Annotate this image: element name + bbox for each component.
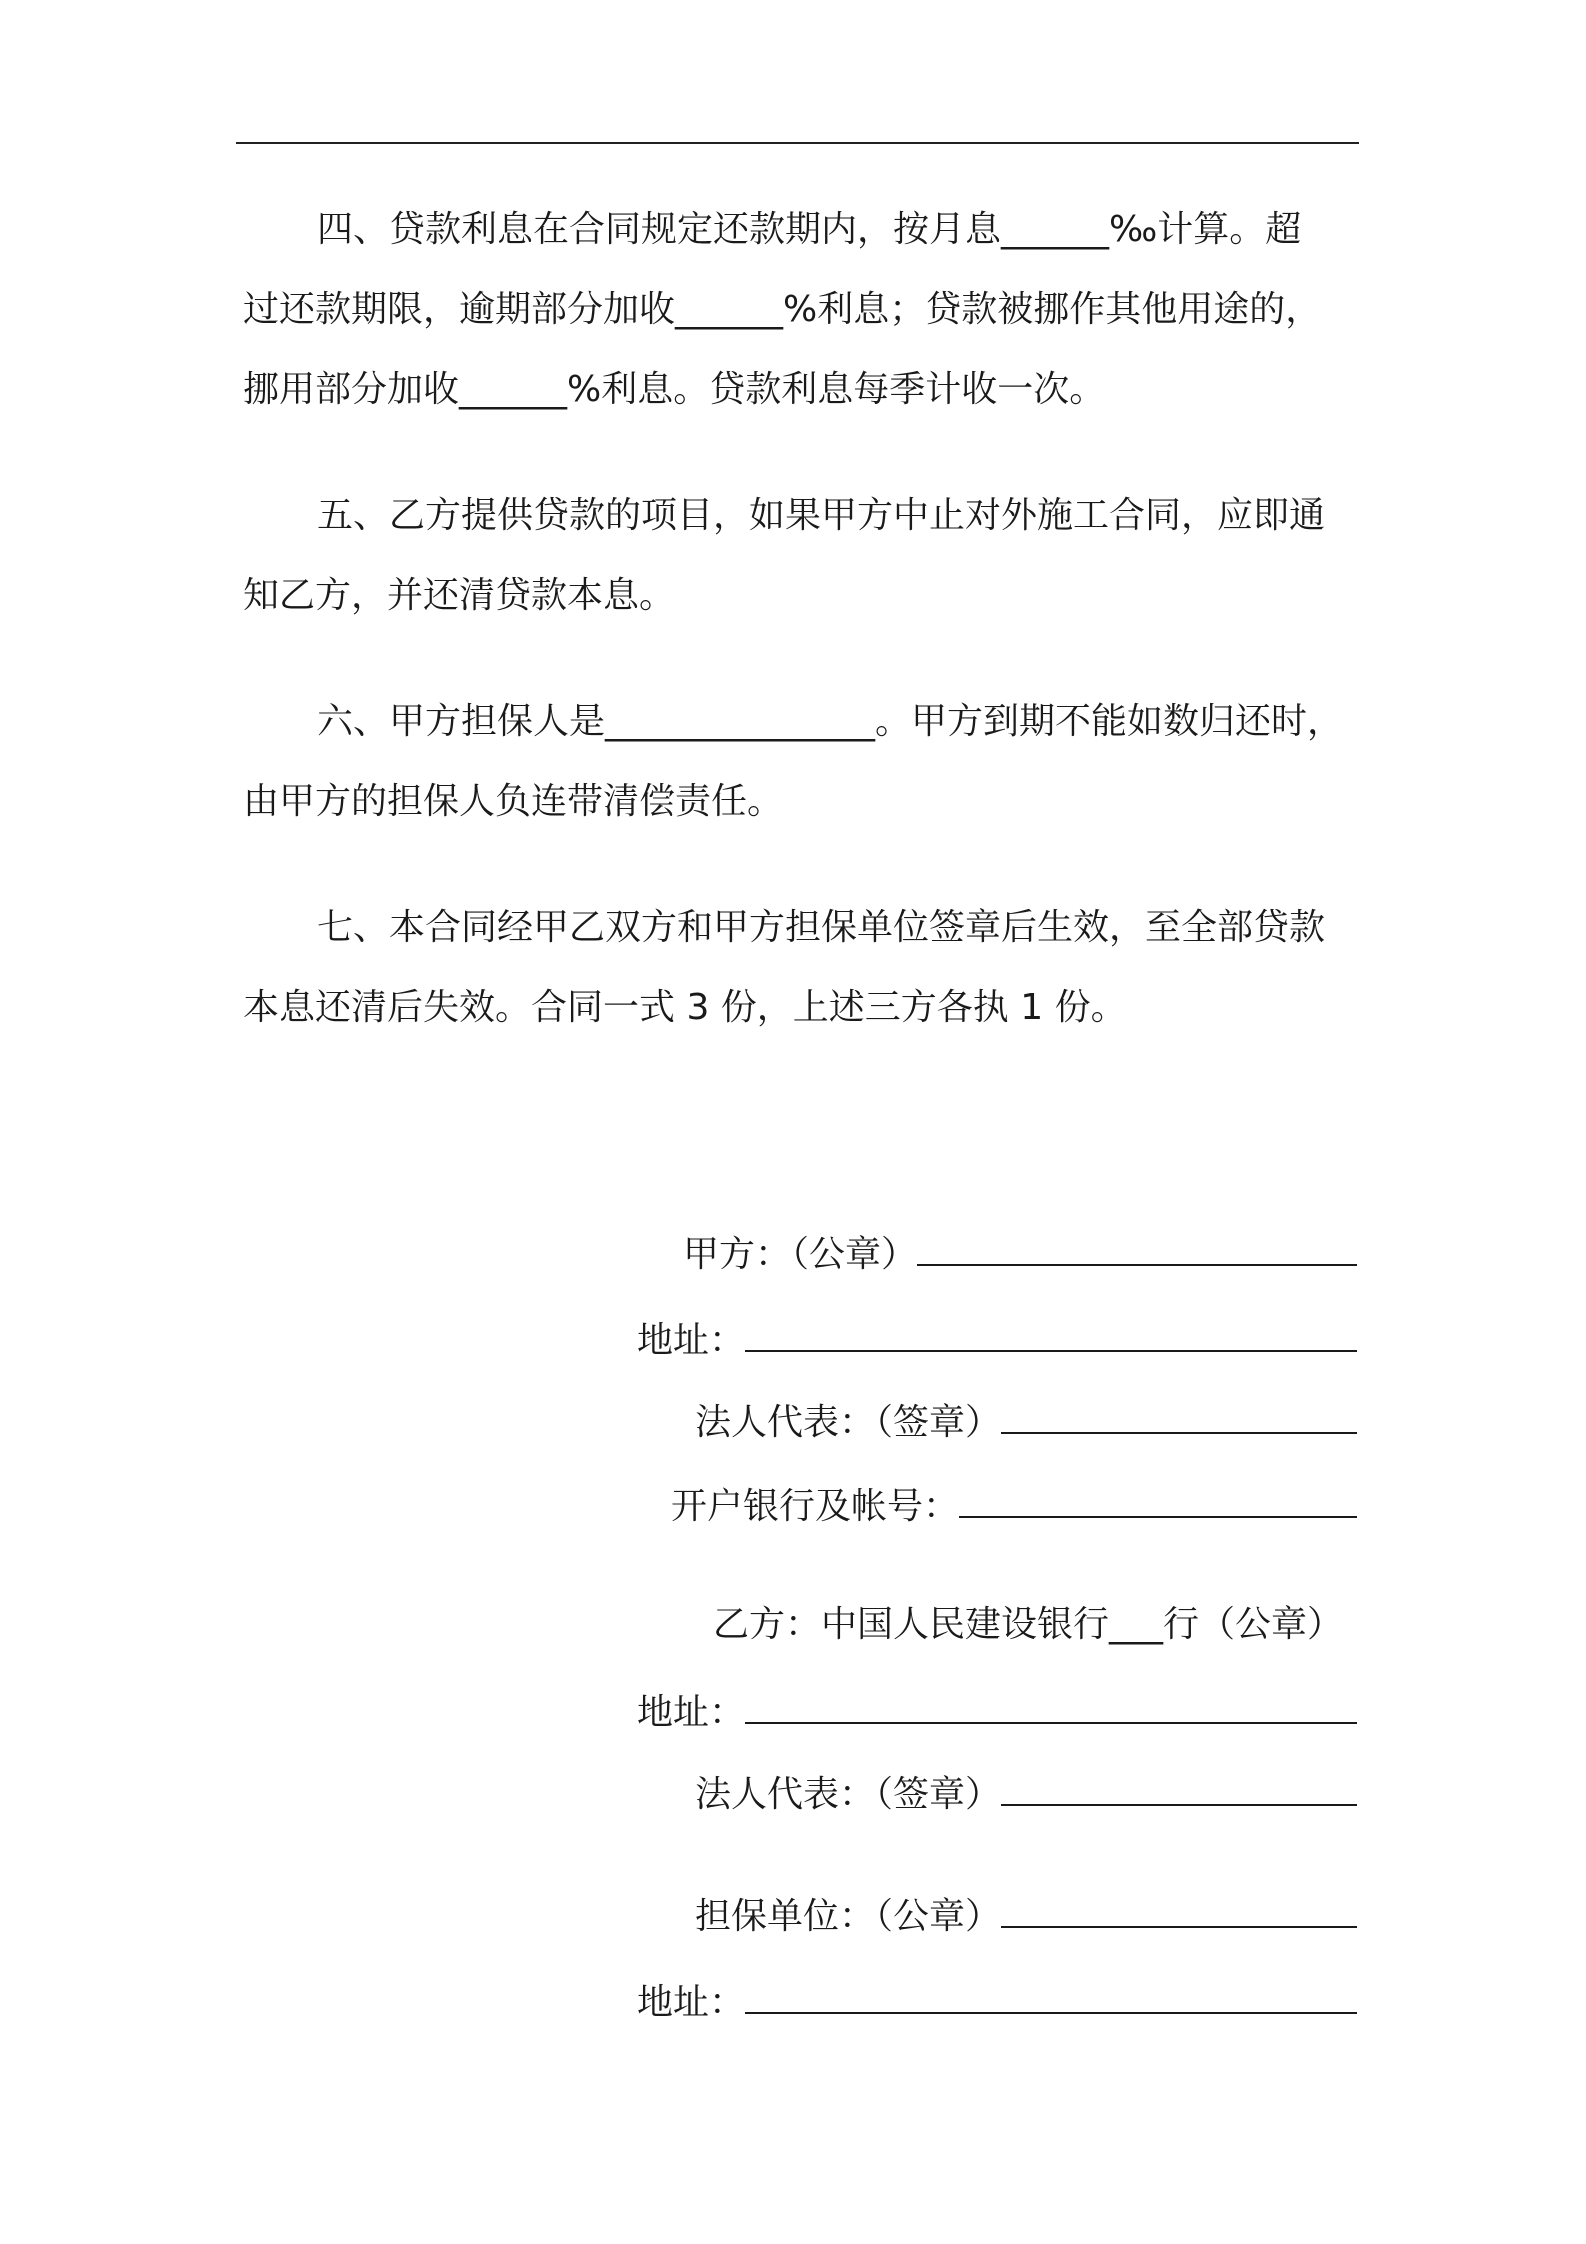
party-b-legal-rep-label: 法人代表：（签章） [694, 1774, 1001, 1815]
party-a-legal-rep-blank[interactable] [1001, 1396, 1357, 1434]
party-b-label: 乙方：中国人民建设银行___行（公章） [712, 1604, 1343, 1645]
clause-six-line-2: 由甲方的担保人负连带清偿责任。 [243, 781, 784, 822]
header-rule [236, 142, 1359, 144]
party-a-seal-row [683, 1228, 1357, 1278]
party-a-bank-row [671, 1480, 1357, 1530]
guarantor-label: 担保单位：（公章） [694, 1896, 1001, 1937]
party-a-label: 甲方：（公章） [682, 1234, 917, 1275]
clause-seven-line-1: 七、本合同经甲乙双方和甲方担保单位签章后生效，至全部贷款 [317, 907, 1326, 948]
party-a-seal-blank[interactable] [917, 1228, 1357, 1266]
clause-five [243, 476, 1363, 636]
party-b-legal-rep-row [695, 1768, 1357, 1818]
party-a-legal-rep-label: 法人代表：（签章） [694, 1402, 1001, 1443]
party-b-address-row [637, 1686, 1357, 1736]
party-a-address-blank[interactable] [745, 1314, 1357, 1352]
clause-six [243, 682, 1363, 842]
clause-four [243, 190, 1363, 430]
guarantor-address-label: 地址： [636, 1982, 745, 2023]
guarantor-seal-row [695, 1890, 1357, 1940]
party-b-address-blank[interactable] [745, 1686, 1357, 1724]
clause-four-line-2: 过还款期限，逾期部分加收______%利息；贷款被挪作其他用途的， [243, 289, 1322, 330]
guarantor-seal-blank[interactable] [1001, 1890, 1357, 1928]
clause-five-line-1: 五、乙方提供贷款的项目，如果甲方中止对外施工合同，应即通 [317, 495, 1326, 536]
party-a-address-row [637, 1314, 1357, 1364]
party-b-seal-row [713, 1600, 1343, 1650]
clause-five-line-2: 知乙方，并还清贷款本息。 [243, 575, 676, 616]
party-a-bank-blank[interactable] [959, 1480, 1357, 1518]
party-a-legal-rep-row [695, 1396, 1357, 1446]
clause-four-line-1: 四、贷款利息在合同规定还款期内，按月息______‰计算。超 [317, 209, 1302, 250]
clause-four-line-3: 挪用部分加收______%利息。贷款利息每季计收一次。 [243, 369, 1106, 410]
party-b-legal-rep-blank[interactable] [1001, 1768, 1357, 1806]
guarantor-address-row [637, 1976, 1357, 2026]
guarantor-address-blank[interactable] [745, 1976, 1357, 2014]
clause-seven-line-2: 本息还清后失效。合同一式 3 份，上述三方各执 1 份。 [243, 987, 1127, 1028]
clause-six-line-1: 六、甲方担保人是_______________。甲方到期不能如数归还时， [317, 701, 1344, 742]
party-a-address-label: 地址： [636, 1320, 745, 1361]
party-a-bank-label: 开户银行及帐号： [670, 1486, 959, 1527]
clause-seven [243, 888, 1363, 1048]
party-b-address-label: 地址： [636, 1692, 745, 1733]
